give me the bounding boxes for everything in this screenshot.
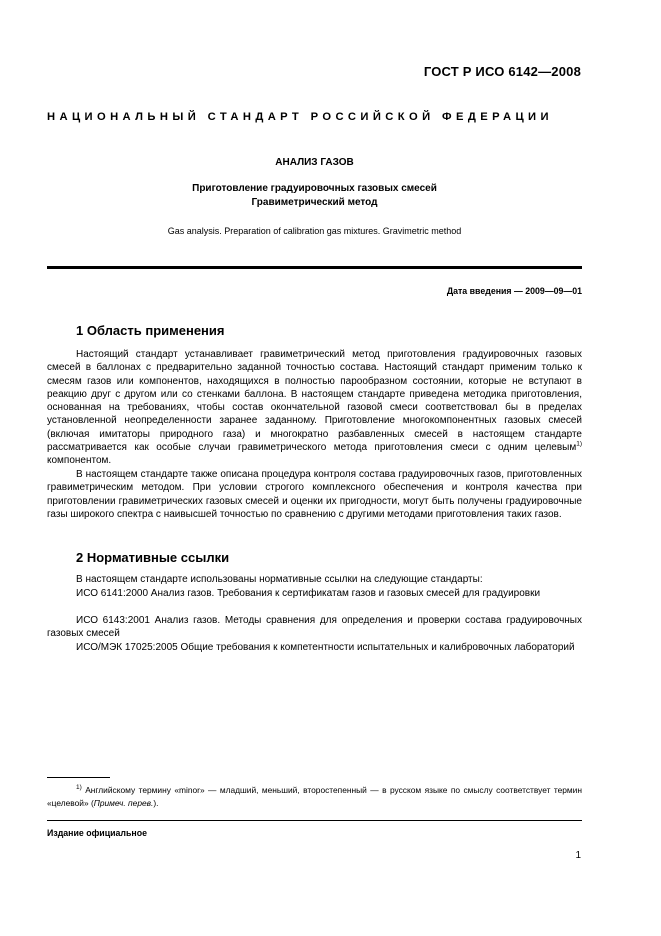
subtitle-line-1: Приготовление градуировочных газовых смесей [192,183,437,194]
english-title: Gas analysis. Preparation of calibration gas mixtures. Gravimetric method [167,226,462,236]
para-text-end: компонентом. [47,455,112,467]
section-1-paragraph-1 [47,348,582,468]
document-subtitle [47,182,582,210]
section-2-intro: В настоящем стандарте использованы нормативные ссылки на следующие стандарты: [76,574,483,585]
footnote-italic: Примеч. перев. [93,798,154,808]
edition-label: Издание официальное [47,828,147,838]
footnote-text: Английскому термину «minor» — младший, меньший, второстепенный — в русском языке по смыслу соответствует термин «целевой» ( [47,785,582,808]
reference-iso-6141: ИСО 6141:2000 Анализ газов. Требования к сертификатам газов и газовых смесей для градуировки [76,588,541,599]
footer-divider [47,820,582,821]
section-1-paragraph-2: В настоящем стандарте также описана процедура контроля состава градуировочных газов, приготовленных гравиметрическим методом. При условии строгого комплексного обеспечения и контроля качества при приготовлении гравиметрических газовых смесей и оценки их пригодности, могут быть получены градуировочные газы широкого спектра с наивысшей точностью по сравнению с другими методами приготовления таких газов. [47,469,582,520]
footnote [47,784,582,810]
reference-iso-6143: ИСО 6143:2001 Анализ газов. Методы сравнения для определения и проверки состава градуировочных газовых смесей [47,615,582,640]
page-number: 1 [575,850,581,861]
section-2-heading: 2 Нормативные ссылки [76,550,230,565]
national-standard-heading: НАЦИОНАЛЬНЫЙ СТАНДАРТ РОССИЙСКОЙ ФЕДЕРАЦИИ [47,111,553,123]
document-title: АНАЛИЗ ГАЗОВ [275,157,354,168]
document-number: ГОСТ Р ИСО 6142—2008 [423,64,581,79]
title-divider [47,266,582,269]
section-1-heading: 1 Область применения [76,323,225,338]
introduction-date: Дата введения — 2009—09—01 [446,286,582,296]
footnote-reference[interactable]: 1) [576,440,582,448]
reference-iso-iec-17025: ИСО/МЭК 17025:2005 Общие требования к компетентности испытательных и калибровочных лабораторий [76,642,575,653]
footnote-marker: 1) [76,784,82,792]
footnote-divider [47,777,110,778]
footnote-text-end: ). [153,798,159,808]
subtitle-line-2: Гравиметрический метод [251,197,378,208]
para-text: Настоящий стандарт устанавливает гравиметрический метод приготовления градуировочных газовых смесей в баллонах с предварительно заданной точностью состава. Настоящий стандарт применим только к смесям газов или компонентов, находящихся в полностью парообразном состоянии, которые не вступают в реакцию друг с другом или со стенками баллона. В настоящем стандарте приведена методика приготовления, основанная на требованиях, чтобы состав окончательной газовой смеси соответствовал бы в пределах установленной неопределенности заранее заданному. Приготовление многокомпонентных газовых смесей (включая имитаторы природного газа) и многократно разбавленных смесей в настоящем стандарте рассматривается как особые случаи гравиметрического метода приготовления смеси с одним целевым [47,349,582,454]
